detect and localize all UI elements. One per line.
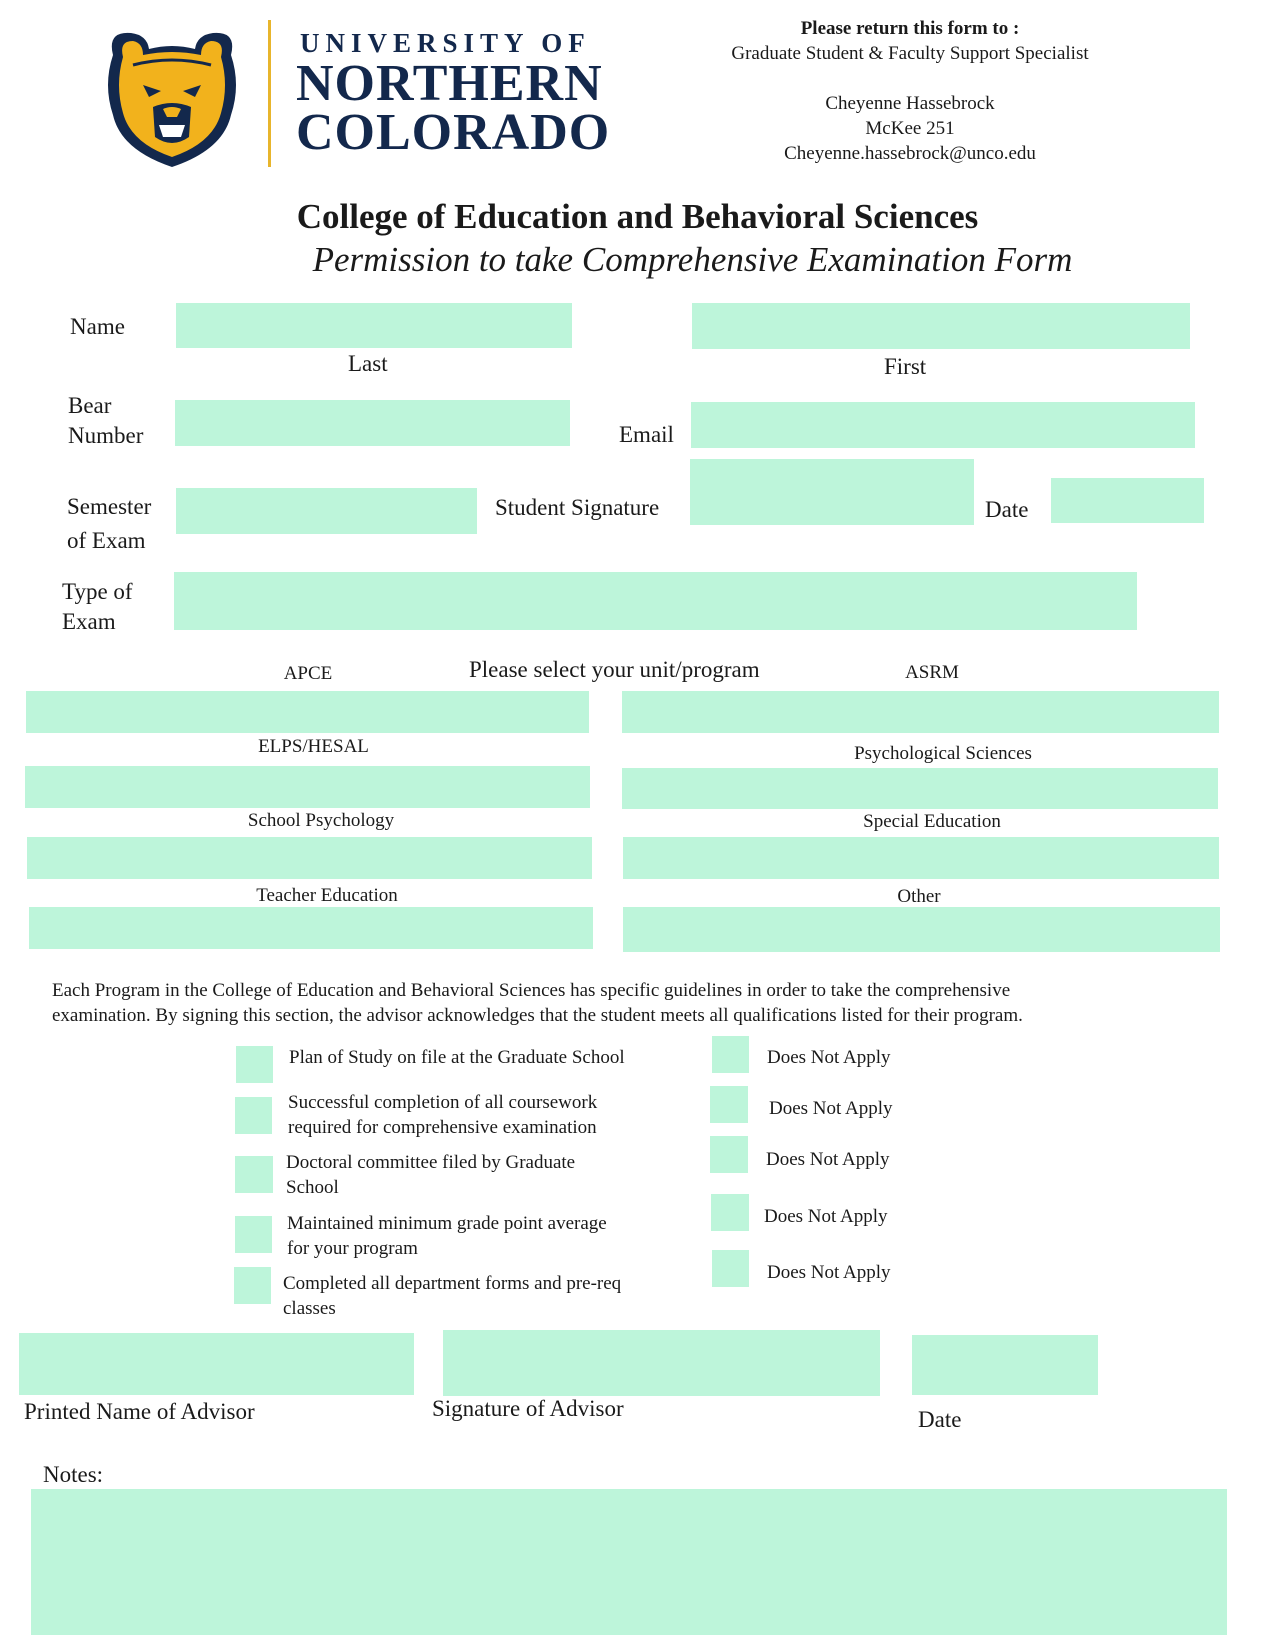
email-field[interactable] [691,402,1195,448]
guidelines-line-2: examination. By signing this section, the advisor acknowledges that the student meets all qualifications listed for their program. [52,1005,1023,1026]
checklist-label-department-forms-line1: Completed all department forms and pre-req [283,1273,622,1294]
exam-type-field[interactable] [174,572,1137,630]
checklist-label-gpa-line1: Maintained minimum grade point average [287,1213,607,1234]
unit-label-teacher-education: Teacher Education [256,885,398,906]
name-label: Name [70,314,125,339]
notes-label: Notes: [43,1462,104,1487]
semester-label-line2: of Exam [67,528,146,553]
exam-type-label-line1: Type of [62,579,133,604]
na-label-coursework: Does Not Apply [769,1098,893,1119]
unit-label-asrm: ASRM [905,662,959,683]
return-role: Graduate Student & Faculty Support Specialist [731,43,1089,64]
guidelines-paragraph [52,978,1192,1028]
logo-divider [268,20,271,167]
unit-field-teacher-education[interactable] [29,907,593,949]
first-label: First [884,354,927,379]
unit-field-asrm[interactable] [622,691,1219,733]
advisor-signature-label: Signature of Advisor [432,1396,624,1421]
checklist-label-department-forms-line2: classes [283,1298,336,1319]
checkbox-na-department-forms[interactable] [712,1250,749,1287]
semester-label-line1: Semester [67,494,152,519]
na-label-gpa: Does Not Apply [764,1206,888,1227]
unit-field-school-psychology[interactable] [27,837,592,879]
na-label-department-forms: Does Not Apply [767,1262,891,1283]
checklist-label-coursework-line1: Successful completion of all coursework [288,1092,598,1113]
page-title: College of Education and Behavioral Sciences [296,197,979,236]
bear-number-field[interactable] [175,400,570,446]
checkbox-na-gpa[interactable] [711,1194,749,1231]
unit-field-other[interactable] [623,907,1220,952]
checklist-label-doctoral-committee-line1: Doctoral committee filed by Graduate [286,1152,576,1173]
checkbox-coursework[interactable] [235,1097,272,1134]
advisor-printed-name-label: Printed Name of Advisor [24,1399,255,1424]
checkbox-plan-of-study[interactable] [236,1046,273,1083]
exam-type-label-line2: Exam [62,609,116,634]
return-info [700,16,1120,166]
return-name: Cheyenne Hassebrock [825,93,995,114]
guidelines-line-1: Each Program in the College of Education and Behavioral Sciences has specific guidelines in order to take the comprehensive [52,980,1011,1001]
email-label: Email [619,422,674,447]
checkbox-na-coursework[interactable] [710,1086,748,1123]
checkbox-na-plan-of-study[interactable] [712,1036,749,1073]
first-name-field[interactable] [692,303,1190,349]
return-email: Cheyenne.hassebrock@unco.edu [784,143,1036,164]
return-office: McKee 251 [865,118,955,139]
bear-label-line2: Number [68,423,144,448]
checkbox-na-doctoral-committee[interactable] [710,1136,748,1173]
unit-prompt: Please select your unit/program [469,657,760,682]
advisor-date-label: Date [918,1407,962,1432]
unit-field-apce[interactable] [26,691,589,733]
semester-field[interactable] [176,488,477,534]
na-label-plan-of-study: Does Not Apply [767,1047,891,1068]
unit-label-school-psychology: School Psychology [247,810,395,831]
unit-label-psychological-sciences: Psychological Sciences [854,743,1032,764]
unit-label-elps-hesal: ELPS/HESAL [258,736,369,757]
page-subtitle: Permission to take Comprehensive Examination Form [312,240,1073,279]
notes-field[interactable] [31,1489,1227,1635]
last-label: Last [348,351,388,376]
checklist-label-doctoral-committee-line2: School [286,1177,339,1198]
checkbox-doctoral-committee[interactable] [235,1156,273,1193]
student-signature-label: Student Signature [495,495,660,520]
na-label-doctoral-committee: Does Not Apply [766,1149,890,1170]
advisor-signature-field[interactable] [443,1330,880,1396]
logo-colorado: COLORADO [296,104,611,161]
logo-university-of: UNIVERSITY OF [300,28,591,58]
advisor-printed-name-field[interactable] [19,1333,414,1395]
unit-label-other: Other [897,886,941,907]
bear-label-line1: Bear [68,393,112,418]
unit-field-psychological-sciences[interactable] [622,768,1218,809]
student-date-field[interactable] [1051,478,1204,523]
logo-northern: NORTHERN [296,55,603,112]
return-heading: Please return this form to : [800,18,1020,39]
bear-logo-icon [103,25,241,170]
unit-label-special-education: Special Education [863,811,1001,832]
unit-field-elps-hesal[interactable] [25,766,590,808]
checkbox-department-forms[interactable] [234,1267,271,1304]
unit-label-apce: APCE [283,663,333,684]
student-signature-field[interactable] [690,459,974,525]
advisor-date-field[interactable] [912,1335,1098,1395]
checklist-label-coursework-line2: required for comprehensive examination [288,1117,597,1138]
student-date-label: Date [985,497,1029,522]
checklist-label-plan-of-study: Plan of Study on file at the Graduate School [289,1047,625,1068]
unit-field-special-education[interactable] [623,837,1219,879]
last-name-field[interactable] [176,303,572,348]
checklist-label-gpa-line2: for your program [287,1238,418,1259]
checkbox-gpa[interactable] [235,1216,272,1253]
